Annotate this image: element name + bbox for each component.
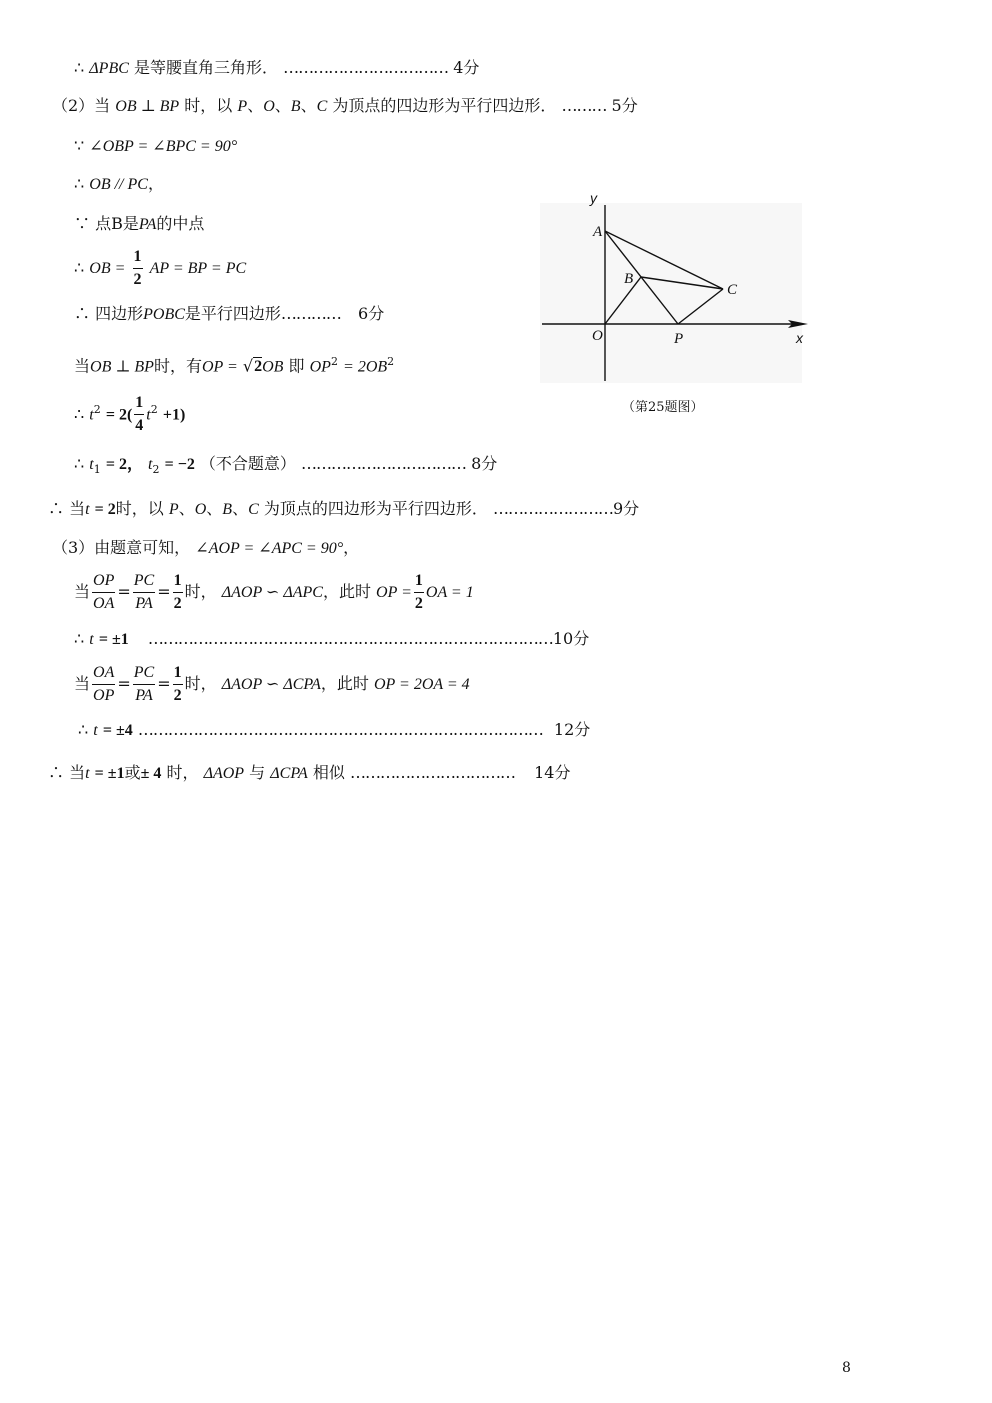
numerator: 1: [133, 246, 143, 269]
exponent: 2: [330, 355, 338, 368]
line-text: ，此时: [320, 674, 369, 693]
equals: =: [157, 674, 171, 693]
triangle-cpa: ΔCPA: [270, 765, 308, 782]
condition: OB ⊥ BP: [90, 358, 154, 376]
line-text: 相似: [312, 763, 345, 782]
sqrt-radicand: 2: [254, 358, 263, 376]
variable-t: t: [85, 765, 90, 782]
line-1: [74, 58, 479, 79]
point-b: B: [290, 98, 301, 115]
figure-background: [540, 203, 802, 383]
point-c: C: [316, 98, 328, 115]
denominator: PA: [135, 687, 153, 704]
variable-t: t: [89, 631, 94, 648]
separator: 、: [232, 499, 249, 518]
line-7: [74, 304, 384, 325]
line-11: [48, 499, 639, 520]
triangle-aop: ΔAOP: [203, 765, 245, 782]
line-text: 四边形: [95, 304, 144, 323]
exponent: 2: [93, 403, 101, 416]
line-4: [74, 174, 164, 195]
variable-t: t: [89, 406, 94, 424]
point-o: O: [263, 98, 275, 115]
line-text: 当: [69, 499, 86, 518]
score: 14分: [534, 763, 571, 782]
point-c-label: C: [727, 282, 738, 298]
or-word: 或: [124, 763, 141, 782]
line-text: 时，有: [153, 356, 202, 376]
figure-svg: [540, 185, 810, 385]
leader-dots: ……………………: [492, 499, 613, 518]
ob-expr: OB: [262, 358, 284, 376]
line-text: 点B是: [95, 214, 139, 233]
value: = 2，: [105, 456, 143, 473]
page-number: 8: [842, 1360, 851, 1376]
line-12: [52, 538, 359, 559]
line-text: 的中点: [156, 214, 205, 233]
score: 4分: [453, 58, 480, 77]
denominator: 2: [173, 595, 182, 612]
value: = 2: [94, 501, 116, 518]
line-9: [74, 386, 185, 439]
note: （不合题意）: [199, 454, 296, 473]
when-word: 当: [74, 674, 91, 693]
point-b-label: B: [624, 271, 634, 287]
line-text: ，此时: [322, 582, 371, 601]
therefore-symbol: ∴: [74, 58, 85, 77]
fraction-half: [414, 570, 424, 615]
line-text: 为顶点的四边形为平行四边形．: [332, 96, 557, 115]
geometry-figure: [540, 185, 810, 385]
denominator: 2: [133, 271, 142, 288]
equation-part: = 2(: [105, 406, 133, 424]
value: ± 4: [140, 765, 162, 782]
separator: 、: [247, 96, 264, 115]
subscript: 2: [152, 463, 160, 477]
point-c: C: [248, 501, 259, 518]
point-o-label: O: [592, 328, 603, 344]
numerator: PC: [133, 570, 155, 593]
score: 5分: [611, 96, 638, 115]
denominator: 4: [135, 417, 144, 435]
denominator: OA: [93, 595, 115, 612]
line-text: 当: [69, 763, 86, 782]
exponent: 2: [387, 355, 395, 368]
separator: 、: [178, 499, 195, 518]
op-expr: OP =: [201, 358, 238, 376]
score: 12分: [553, 720, 591, 739]
variable-t: t: [148, 456, 153, 473]
op-expr: OP =: [376, 584, 412, 601]
score: 9分: [612, 499, 640, 518]
fraction-pc-pa: [133, 570, 155, 615]
exponent: 2: [150, 403, 158, 416]
line-text: 时，以: [184, 96, 233, 115]
therefore-symbol: ∴: [74, 174, 85, 193]
leader-dots: ………………………………………………………………………: [137, 720, 543, 739]
point-b: B: [222, 501, 233, 518]
punctuation: ，: [343, 538, 360, 557]
numerator: 1: [134, 392, 144, 415]
leader-dots: …………: [280, 304, 341, 323]
equals: =: [117, 674, 131, 693]
fraction-half: [173, 570, 183, 615]
point-p-label: P: [674, 331, 684, 347]
line-text: 是等腰直角三角形．: [133, 58, 278, 77]
therefore-symbol: ∴: [74, 304, 91, 323]
because-symbol: ∵: [74, 214, 91, 233]
similarity: ΔAOP ∽ ΔAPC: [221, 584, 323, 601]
oa-expr: OA = 1: [425, 584, 474, 601]
score: 6分: [358, 304, 385, 323]
fraction-quarter: [134, 392, 144, 437]
therefore-symbol: ∴: [48, 763, 65, 782]
fraction-half: [173, 662, 183, 707]
therefore-symbol: ∴: [74, 404, 85, 424]
segment-pa: PA: [138, 216, 157, 233]
therefore-symbol: ∴: [74, 258, 85, 277]
fraction-oa-op: [92, 662, 115, 707]
equation-rhs: AP = BP = PC: [149, 260, 247, 277]
op-expr: OP = 2OA = 4: [373, 676, 470, 693]
value: = ±4: [102, 722, 133, 739]
equation-lhs: OB =: [89, 260, 126, 277]
variable-t: t: [89, 456, 94, 473]
numerator: PC: [133, 662, 155, 685]
line-text: 为顶点的四边形为平行四边形．: [263, 499, 488, 518]
x-label: x: [796, 330, 803, 346]
variable-t: t: [146, 406, 151, 424]
numerator: 1: [173, 662, 183, 685]
score: 8分: [471, 454, 498, 473]
similarity: ΔAOP ∽ ΔCPA: [221, 676, 321, 693]
therefore-symbol: ∴: [74, 629, 85, 648]
value: = ±1: [94, 765, 125, 782]
parallel-statement: OB // PC: [89, 176, 148, 193]
because-symbol: ∵: [74, 136, 85, 155]
part-label: （3）由题意可知，: [52, 538, 191, 557]
angle-equation: ∠OBP = ∠BPC = 90°: [89, 138, 238, 155]
score: 10分: [552, 629, 590, 648]
leader-dots: ………: [561, 96, 607, 115]
line-text: 时，: [184, 674, 217, 693]
line-text: 即: [288, 356, 305, 376]
fraction-pc-pa: [133, 662, 155, 707]
when-word: 当: [74, 356, 91, 376]
line-14: [74, 629, 589, 650]
figure-caption: （第25题图）: [622, 400, 704, 415]
variable-t: t: [93, 722, 98, 739]
point-p: P: [168, 501, 179, 518]
line-16: [78, 720, 590, 741]
separator: 、: [274, 96, 291, 115]
triangle-pbc: ΔPBC: [89, 60, 129, 77]
denominator: PA: [135, 595, 153, 612]
subscript: 1: [93, 463, 101, 477]
line-text: 是平行四边形: [184, 304, 281, 323]
fraction-op-oa: [92, 570, 115, 615]
equals: =: [117, 582, 131, 601]
leader-dots: ……………………………: [283, 58, 449, 77]
point-o: O: [194, 501, 207, 518]
line-8: 当OB ⊥ BP时，有OP = √2OB 即 $OP^2 = 2OB^2$: [74, 355, 395, 376]
therefore-symbol: ∴: [78, 720, 89, 739]
numerator: 1: [173, 570, 183, 593]
punctuation: ，: [147, 174, 164, 193]
line-17: [48, 763, 571, 784]
with-word: 与: [249, 763, 266, 782]
line-text: 时，以: [115, 499, 164, 518]
point-p: P: [237, 98, 248, 115]
numerator: 1: [414, 570, 424, 593]
equals: =: [157, 582, 171, 601]
value: = ±1: [98, 631, 129, 648]
variable-t: t: [85, 501, 90, 518]
denominator: OP: [93, 687, 115, 704]
line-6: [74, 244, 246, 293]
line-2: [52, 96, 638, 117]
point-a-label: A: [593, 224, 603, 240]
denominator: 2: [414, 595, 423, 612]
numerator: OP: [92, 570, 115, 593]
line-15: [74, 660, 470, 709]
leader-dots: ……………………………: [350, 763, 516, 782]
line-13: [74, 568, 474, 617]
when-word: 当: [74, 582, 91, 601]
line-3: [74, 136, 237, 157]
leader-dots: ……………………………: [301, 454, 467, 473]
angle-equation: ∠AOP = ∠APC = 90°: [195, 540, 344, 557]
line-10: [74, 454, 497, 480]
separator: 、: [206, 499, 223, 518]
line-text: 时，: [166, 763, 199, 782]
y-label: y: [590, 190, 597, 206]
therefore-symbol: ∴: [74, 454, 85, 473]
value: = −2: [164, 456, 195, 473]
separator: 、: [300, 96, 317, 115]
part-label: （2）当: [52, 96, 111, 115]
fraction-half: [133, 246, 143, 291]
numerator: OA: [92, 662, 115, 685]
therefore-symbol: ∴: [48, 499, 65, 518]
equation-rhs: = 2OB: [343, 358, 388, 376]
condition: OB ⊥ BP: [115, 98, 180, 115]
equation-part: +1): [162, 406, 186, 424]
quadrilateral-name: POBC: [143, 306, 185, 323]
op-expr: OP: [309, 358, 331, 376]
line-text: 时，: [184, 582, 217, 601]
leader-dots: ………………………………………………………………………: [147, 629, 553, 648]
line-5: [74, 214, 204, 235]
denominator: 2: [173, 687, 182, 704]
